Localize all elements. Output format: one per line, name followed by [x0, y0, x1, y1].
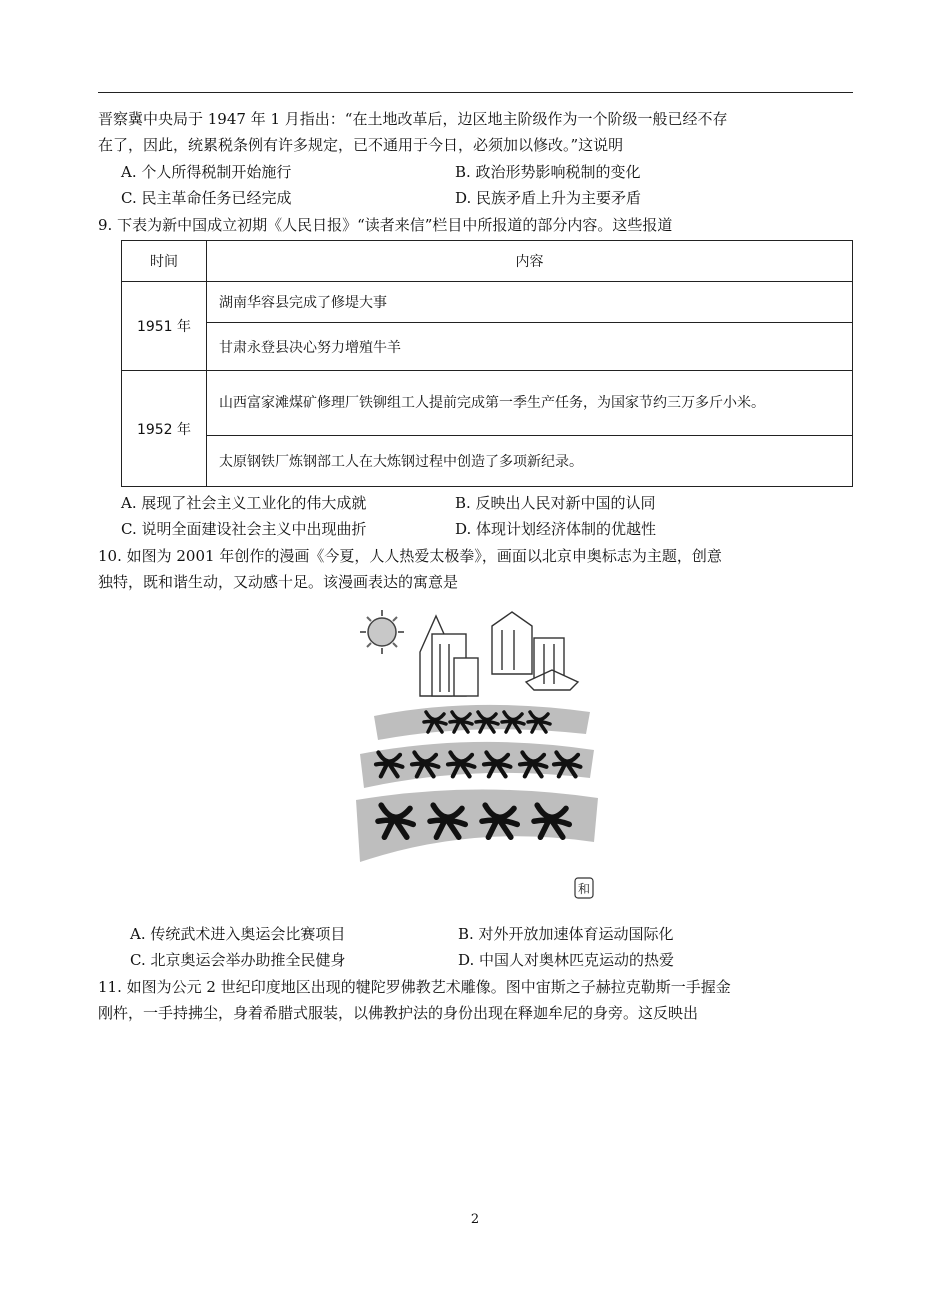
q9-option-b[interactable]: B. 反映出人民对新中国的认同 [455, 494, 656, 512]
q10-stem-line1: 10. 如图为 2001 年创作的漫画《今夏，人人热爱太极拳》，画面以北京申奥标志为主题，创意 [98, 547, 722, 565]
content-cell: 山西富家滩煤矿修理厂铁铆组工人提前完成第一季生产任务，为国家节约三万多斤小米。 [207, 371, 853, 436]
year-cell: 1951 年 [122, 282, 207, 371]
q8-option-b[interactable]: B. 政治形势影响税制的变化 [455, 163, 641, 181]
q10-option-b[interactable]: B. 对外开放加速体育运动国际化 [458, 925, 674, 943]
q8-option-d[interactable]: D. 民族矛盾上升为主要矛盾 [455, 189, 642, 207]
q10-stem-line2: 独特，既和谐生动，又动感十足。该漫画表达的寓意是 [98, 573, 459, 591]
artist-seal [575, 878, 593, 898]
q8-stem-line2: 在了，因此，统累税条例有许多规定，已不通用于今日，必须加以修改。”这说明 [98, 136, 624, 154]
q9-stem: 9. 下表为新中国成立初期《人民日报》“读者来信”栏目中所报道的部分内容。这些报道 [98, 216, 673, 234]
city-skyline [420, 612, 578, 696]
q10-option-a[interactable]: A. 传统武术进入奥运会比赛项目 [130, 925, 346, 943]
taiji-cartoon-image [354, 604, 599, 904]
table-header-row [122, 241, 853, 282]
q9-table [121, 240, 853, 487]
q9-option-d[interactable]: D. 体现计划经济体制的优越性 [455, 520, 657, 538]
table-row [122, 371, 853, 436]
year-cell: 1952 年 [122, 371, 207, 487]
header-time: 时间 [122, 241, 207, 282]
sun-icon [360, 610, 404, 654]
page-number: 2 [470, 1212, 480, 1227]
q8-option-a[interactable]: A. 个人所得税制开始施行 [121, 163, 292, 181]
table-row [122, 436, 853, 487]
q11-stem-line1: 11. 如图为公元 2 世纪印度地区出现的犍陀罗佛教艺术雕像。图中宙斯之子赫拉克勒斯一手握金 [98, 978, 731, 996]
q10-option-d[interactable]: D. 中国人对奥林匹克运动的热爱 [458, 951, 675, 969]
table-row [122, 323, 853, 371]
q8-option-c[interactable]: C. 民主革命任务已经完成 [121, 189, 292, 207]
seal-character: 和 [577, 882, 591, 896]
content-cell: 湖南华容县完成了修堤大事 [207, 282, 853, 323]
header-rule [98, 92, 853, 93]
q8-stem-line1: 晋察冀中央局于 1947 年 1 月指出：“在土地改革后，边区地主阶级作为一个阶级一般已经不存 [98, 110, 728, 128]
table-row [122, 282, 853, 323]
content-cell: 甘肃永登县决心努力增殖牛羊 [207, 323, 853, 371]
header-content: 内容 [207, 241, 853, 282]
content-cell: 太原钢铁厂炼钢部工人在大炼钢过程中创造了多项新纪录。 [207, 436, 853, 487]
q10-option-c[interactable]: C. 北京奥运会举办助推全民健身 [130, 951, 346, 969]
q9-option-c[interactable]: C. 说明全面建设社会主义中出现曲折 [121, 520, 367, 538]
q9-option-a[interactable]: A. 展现了社会主义工业化的伟大成就 [121, 494, 367, 512]
q11-stem-line2: 刚杵，一手持拂尘，身着希腊式服装，以佛教护法的身份出现在释迦牟尼的身旁。这反映出 [98, 1004, 699, 1022]
